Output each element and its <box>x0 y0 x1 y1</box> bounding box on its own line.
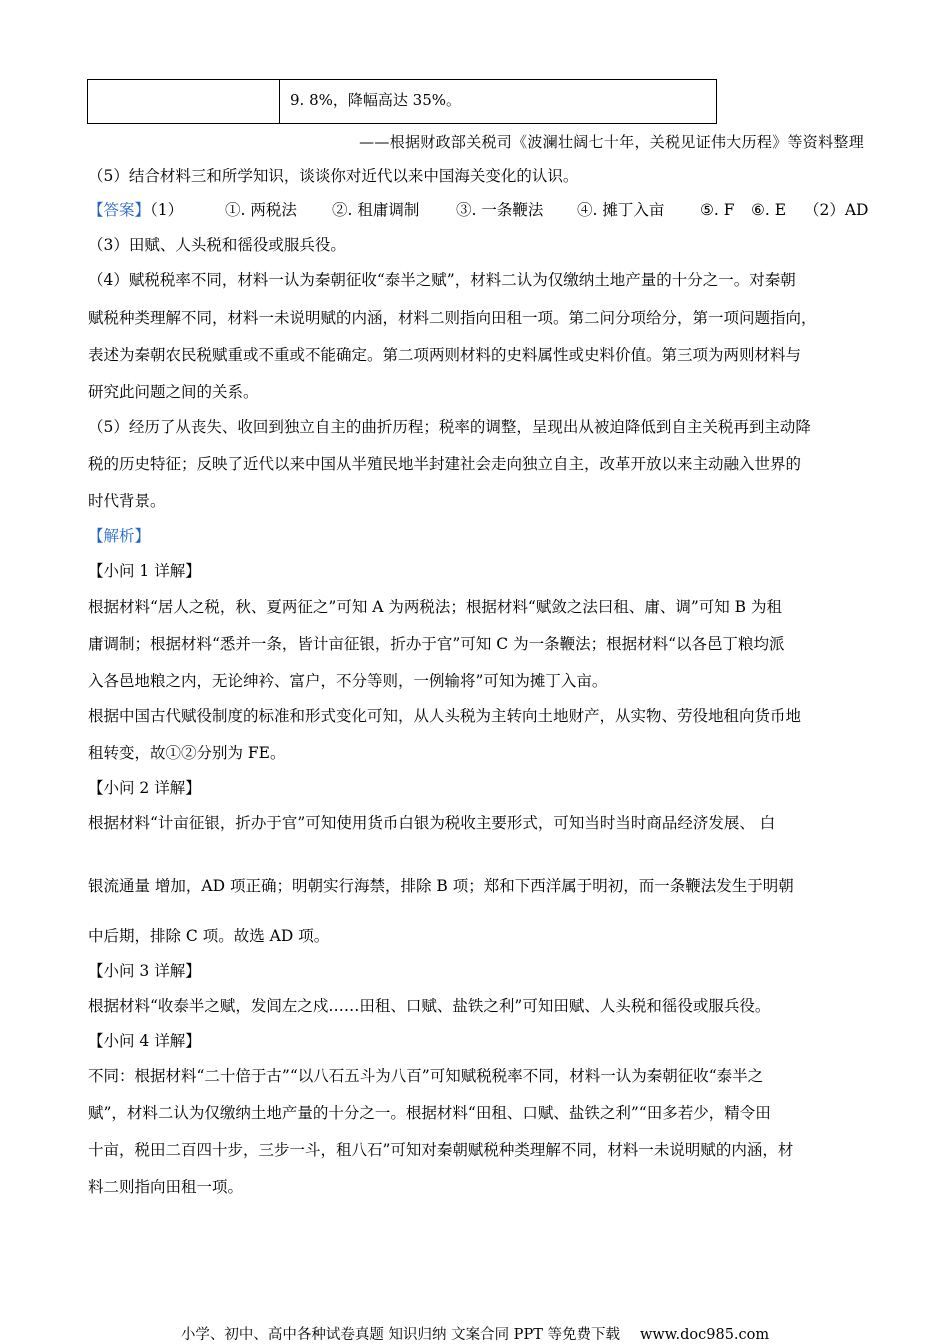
sub-question-1-line: 庸调制；根据材料“悉并一条，皆计亩征银，折办于官”可知 C 为一条鞭法；根据材料“以各邑丁粮均派 <box>88 635 785 653</box>
question-5: （5）结合材料三和所学知识，谈谈你对近代以来中国海关变化的认识。 <box>88 167 579 185</box>
answer-5-line: 时代背景。 <box>88 492 166 510</box>
answer-item: ③. 一条鞭法 <box>456 201 544 219</box>
sub-question-2-line: 中后期，排除 C 项。故选 AD 项。 <box>88 927 330 945</box>
data-table-fragment <box>87 79 717 124</box>
answer-4-line: （4）赋税税率不同，材料一认为秦朝征收“泰半之赋”，材料二认为仅缴纳土地产量的十分之一。对秦朝 <box>88 271 796 289</box>
answer-item: ①. 两税法 <box>225 201 297 219</box>
sub-question-1-line: 根据材料“居人之税，秋、夏两征之”可知 A 为两税法；根据材料“赋敛之法曰租、庸、调”可知 B 为租 <box>88 598 782 616</box>
answer-item: ④. 摊丁入亩 <box>577 201 665 219</box>
footer-text: 小学、初中、高中各种试卷真题 知识归纳 文案合同 PPT 等免费下载 <box>180 1327 620 1343</box>
answer-4-line: 赋税种类理解不同，材料一未说明赋的内涵，材料二则指向田租一项。第二问分项给分，第一项问题指向， <box>88 309 817 327</box>
answer-line-1 <box>88 200 183 220</box>
answer-item: ②. 租庸调制 <box>332 201 420 219</box>
sub-question-2-heading: 【小问 2 详解】 <box>88 779 201 797</box>
sub-question-3-line: 根据材料“收泰半之赋，发闾左之戍……田租、口赋、盐铁之利”可知田赋、人头税和徭役或服兵役。 <box>88 997 771 1015</box>
sub-question-1-line: 租转变，故①②分别为 FE。 <box>88 744 286 762</box>
footer-link[interactable]: www.doc985.com <box>639 1327 770 1343</box>
sub-question-1-line: 入各邑地粮之内，无论绅衿、富户，不分等则，一例输将”可知为摊丁入亩。 <box>88 672 608 690</box>
sub-question-4-line: 十亩，税田二百四十步，三步一斗，租八石”可知对秦朝赋税种类理解不同，材料一未说明赋的内涵，材 <box>88 1141 794 1159</box>
answer-5-line: 税的历史特征；反映了近代以来中国从半殖民地半封建社会走向独立自主，改革开放以来主动融入世界的 <box>88 455 802 473</box>
sub-question-4-heading: 【小问 4 详解】 <box>88 1032 201 1050</box>
sub-question-4-line: 赋”，材料二认为仅缴纳土地产量的十分之一。根据材料“田租、口赋、盐铁之利”“田多若少，精令田 <box>88 1104 771 1122</box>
answer-part1: （1） <box>150 201 184 219</box>
sub-question-4-line: 不同：根据材料“二十倍于古”“以八石五斗为八百”可知赋税税率不同，材料一认为秦朝征收“泰半之 <box>88 1067 764 1085</box>
answer-label: 【答案】 <box>88 201 151 219</box>
sub-question-2-line: 银流通量 增加，AD 项正确；明朝实行海禁，排除 B 项；郑和下西洋属于明初，而一条鞭法发生于明朝 <box>88 877 794 895</box>
sub-question-1-heading: 【小问 1 详解】 <box>88 562 201 580</box>
page-footer <box>0 1323 950 1344</box>
answer-part2: （2）AD <box>804 201 869 219</box>
answer-3: （3）田赋、人头税和徭役或服兵役。 <box>88 236 346 254</box>
sub-question-4-line: 料二则指向田租一项。 <box>88 1178 244 1196</box>
source-citation: ——根据财政部关税司《波澜壮阔七十年，关税见证伟大历程》等资料整理 <box>359 133 864 151</box>
sub-question-3-heading: 【小问 3 详解】 <box>88 962 201 980</box>
analysis-label: 【解析】 <box>88 527 151 545</box>
sub-question-2-line: 根据材料“计亩征银，折办于官”可知使用货币白银为税收主要形式，可知当时当时商品经济发展、 白 <box>88 814 776 832</box>
answer-4-line: 表述为秦朝农民税赋重或不重或不能确定。第二项两则材料的史料属性或史料价值。第三项为两则材料与 <box>88 346 802 364</box>
table-divider <box>279 80 280 123</box>
answer-4-line: 研究此问题之间的关系。 <box>88 383 259 401</box>
sub-question-1-line: 根据中国古代赋役制度的标准和形式变化可知，从人头税为主转向土地财产，从实物、劳役地租向货币地 <box>88 707 802 725</box>
table-cell: 9. 8%，降幅高达 35%。 <box>290 91 461 109</box>
answer-5-line: （5）经历了从丧失、收回到独立自主的曲折历程；税率的调整，呈现出从被迫降低到自主关税再到主动降 <box>88 418 811 436</box>
answer-item: ⑤. F <box>700 201 735 219</box>
answer-item: ⑥. E <box>751 201 787 219</box>
